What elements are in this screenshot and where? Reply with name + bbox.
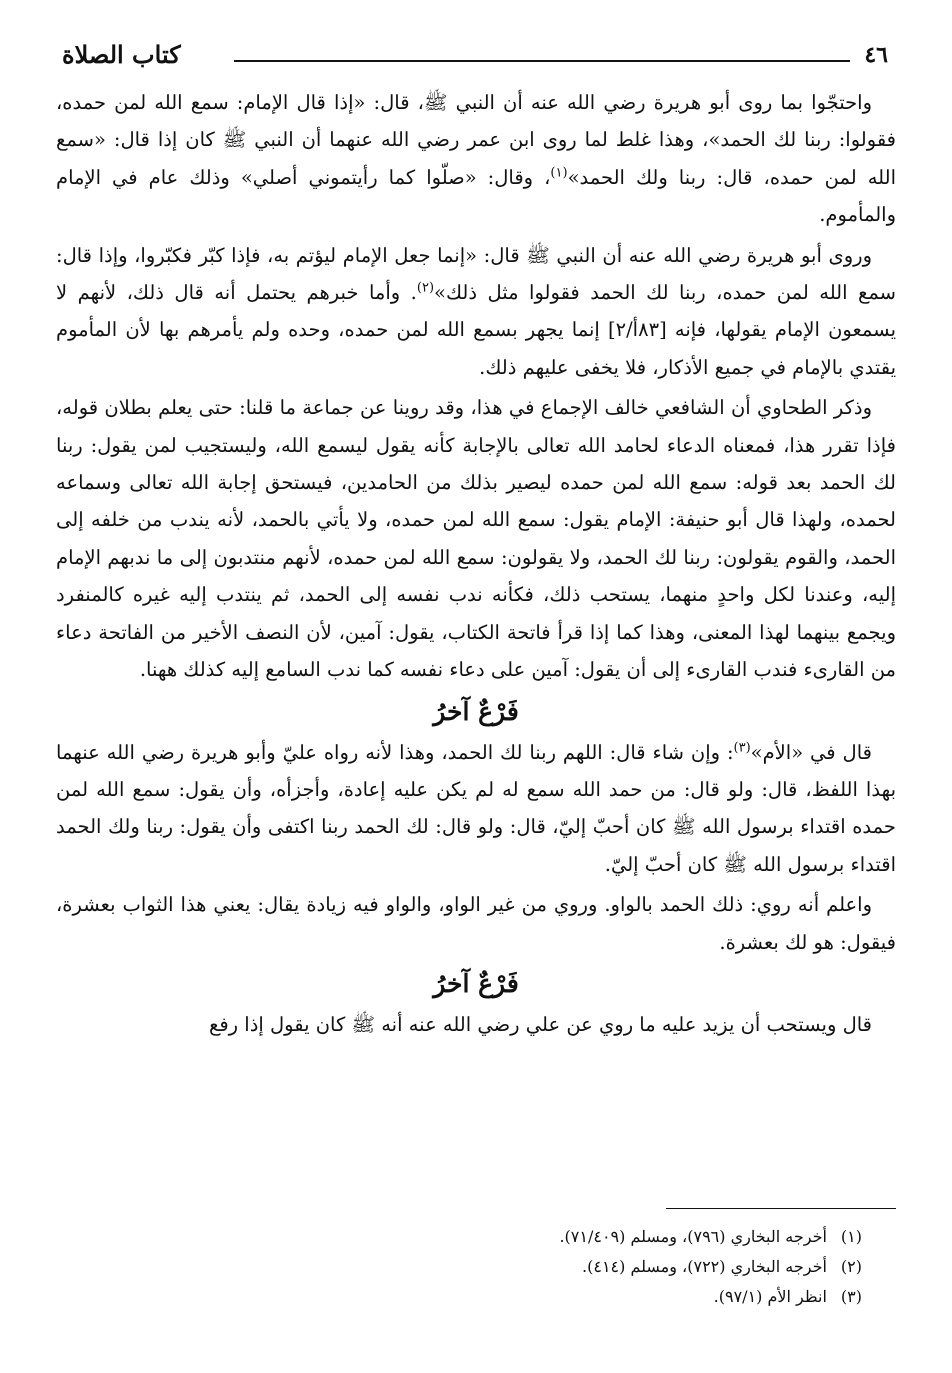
paragraph-1: [56, 84, 896, 234]
paragraph-4-lead: قال في «الأم»: [750, 740, 872, 764]
paragraph-4: [56, 734, 896, 884]
footnote: [56, 1222, 862, 1252]
footnote-ref-2: (٢): [416, 280, 435, 296]
page-number: ٤٦: [864, 42, 888, 68]
paragraph-6: قال ويستحب أن يزيد عليه ما روي عن علي رضي الله عنه أنه ﷺ كان يقول إذا رفع: [208, 1012, 872, 1036]
footnote-text: أخرجه البخاري (٧٢٢)، ومسلم (٤١٤).: [582, 1257, 827, 1276]
footnote: [56, 1282, 862, 1312]
footnote-number: (٢): [840, 1257, 862, 1276]
footnote-text: أخرجه البخاري (٧٩٦)، ومسلم (٧١/٤٠٩).: [559, 1227, 827, 1246]
paragraph-4-tail: : وإن شاء قال: اللهم ربنا لك الحمد، وهذا لأنه رواه عليّ وأبو هريرة رضي الله عنهما بهذا اللفظ، قال: ولو قال: من حمد الله سمع له لم يكن عليه إعادة، وأجزأه، وأن يقول: سمع الله لمن حمده اقتداء برسول الله ﷺ كان أحبّ إليّ، قال: ولو قال: لك الحمد ربنا اكتفى وأن يقول: ربنا ولك الحمد اقتداء برسول الله ﷺ كان أحبّ إليّ.: [56, 740, 896, 876]
main-text: [56, 84, 896, 1046]
header-rule: [234, 60, 850, 62]
footnotes: [56, 1222, 862, 1312]
footnote-separator: [666, 1208, 896, 1209]
book-title: كتاب الصلاة: [62, 40, 181, 69]
section-heading-2: فَرْعٌ آخرُ: [433, 968, 519, 998]
paragraph-2-tail: . وأما خبرهم يحتمل أنه قال ذلك، لأنهم لا يسمعون الإمام يقولها، فإنه [٨٣أ/٢] إنما يجهر بسمع الله لمن حمده، وحده ولم يأمرهم بها لأن المأموم يقتدي بالإمام في جميع الأذكار، فلا يخفى عليهم ذلك.: [56, 281, 896, 379]
footnote-text: انظر الأم (٩٧/١).: [713, 1287, 827, 1306]
footnote-number: (١): [840, 1227, 862, 1246]
footnote-ref-3: (٣): [733, 740, 751, 755]
footnote: [56, 1252, 862, 1282]
footnote-number: (٣): [840, 1287, 862, 1306]
paragraph-3: وذكر الطحاوي أن الشافعي خالف الإجماع في هذا، وقد روينا عن جماعة ما قلنا: حتى يعلم بطلان قوله، فإذا تقرر هذا، فمعناه الدعاء لحامد الله تعالى بالإجابة كأنه يقول ليسمع الله، وليستجيب لمن يقول: ربنا لك الحمد بعد قوله: سمع الله لمن حمده ليصير بذلك من الحامدين، فيستحق إجابة الله تعالى وسماعه لحمده، ولهذا قال أبو حنيفة: الإمام يقول: سمع الله لمن حمده، ولا يأتي بالحمد، لأنه يندب من خلفه إلى الحمد، والقوم يقولون: ربنا لك الحمد، ولا يقولون: سمع الله لمن حمده، لأنهم منتدبون إلى ما ندبهم الإمام إليه، وعندنا لكل واحدٍ منهما، يستحب ذلك، فكأنه ندب نفسه إلى الحمد، ثم ينتدب إليه غيره كالمنفرد ويجمع بينهما لهذا المعنى، وهذا كما إذا قرأ فاتحة الكتاب، يقول: آمين، لأن النصف الأخير من الفاتحة دعاء من القارىء فندب القارىء إلى أن يقول: آمين على دعاء نفسه كما ندب السامع إليه كذلك ههنا.: [56, 396, 896, 682]
paragraph-5: واعلم أنه روي: ذلك الحمد بالواو. وروي من غير الواو، والواو فيه زيادة يقال: يعني هذا الثواب بعشرة، فيقول: هو لك بعشرة.: [56, 893, 896, 954]
paragraph-2: [56, 237, 896, 387]
running-header: [56, 38, 896, 78]
paragraph-2-text: وروى أبو هريرة رضي الله عنه أن النبي ﷺ قال: «إنما جعل الإمام ليؤتم به، فإذا كبّر فكبّروا، وإذا قال: سمع الله لمن حمده، ربنا لك الحمد فقولوا مثل ذلك»: [56, 243, 896, 305]
paragraph-1-tail: ، وقال: «صلّوا كما رأيتموني أصلي» وذلك عام في الإمام والمأموم.: [56, 165, 896, 227]
footnote-ref-1: (١): [550, 165, 568, 181]
paragraph-1-text: واحتجّوا بما روى أبو هريرة رضي الله عنه أن النبي ﷺ، قال: «إذا قال الإمام: سمع الله لمن حمده، فقولوا: ربنا لك الحمد»، وهذا غلط لما روى ابن عمر رضي الله عنهما أن النبي ﷺ كان إذا قال: «سمع الله لمن حمده، قال: ربنا ولك الحمد»: [56, 91, 896, 189]
section-heading-1: فَرْعٌ آخرُ: [433, 696, 519, 726]
